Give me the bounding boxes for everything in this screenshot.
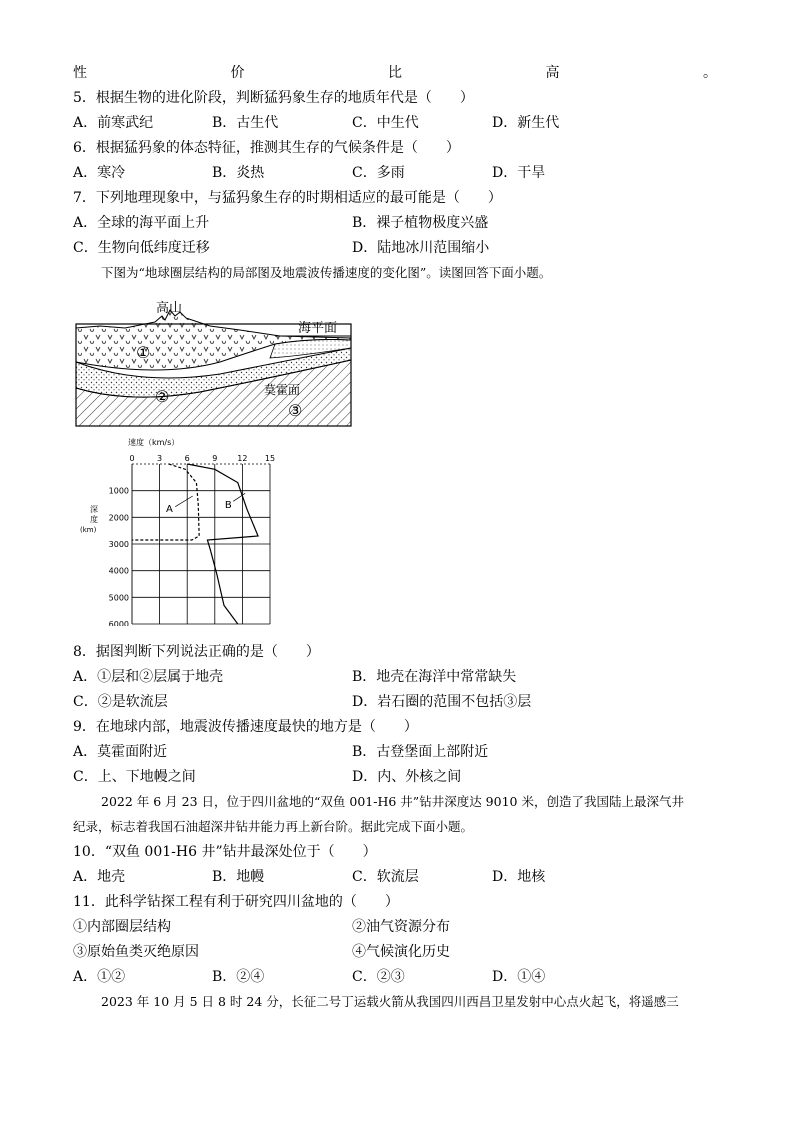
x-tick-label: 0	[129, 454, 135, 463]
sea-level-label: 海平面	[298, 321, 338, 336]
y-axis-label-3: (km)	[80, 526, 97, 534]
q9-option-d[interactable]: D．内、外核之间	[352, 769, 462, 785]
q10-option-c[interactable]: C．软流层	[352, 869, 419, 885]
q5-option-c[interactable]: C．中生代	[352, 115, 419, 131]
q6-option-a[interactable]: A．寒冷	[73, 165, 126, 181]
q11-option-d[interactable]: D．①④	[492, 969, 546, 985]
x-tick-label: 9	[212, 454, 218, 463]
q9-option-a[interactable]: A．莫霍面附近	[73, 744, 168, 760]
intro-next-question: 2023 年 10 月 5 日 8 时 24 分，长征二号丁运载火箭从我国四川西昌卫星发射中心点火起飞，将遥感三	[101, 994, 679, 1009]
earth-layer-diagram	[70, 296, 360, 430]
q7-option-c[interactable]: C．生物向低纬度迁移	[73, 240, 210, 256]
y-axis-label-2: 度	[90, 515, 98, 524]
q10-option-d[interactable]: D．地核	[492, 869, 546, 885]
q10-option-b[interactable]: B．地幔	[212, 869, 265, 885]
q8-stem: 8．据图判断下列说法正确的是（ ）	[73, 644, 320, 660]
q8-option-d[interactable]: D．岩石圈的范围不包括③层	[352, 694, 532, 710]
q11-stem: 11．此科学钻探工程有利于研究四川盆地的（ ）	[73, 894, 399, 910]
q5-option-d[interactable]: D．新生代	[492, 115, 560, 131]
q5-option-a[interactable]: A．前寒武纪	[73, 115, 154, 131]
series-b-label: B	[224, 500, 232, 511]
q11-item-4: ④气候演化历史	[352, 944, 450, 960]
series-a-label: A	[166, 504, 173, 515]
q11-item-3: ③原始鱼类灭绝原因	[73, 944, 199, 960]
q6-stem: 6．根据猛犸象的体态特征，推测其生存的气候条件是（ ）	[73, 140, 460, 156]
q5-option-b[interactable]: B．古生代	[212, 115, 279, 131]
q8-option-c[interactable]: C．②是软流层	[73, 694, 168, 710]
series-a-line	[132, 464, 199, 540]
y-tick-label: 3000	[108, 540, 129, 549]
continued-sentence	[73, 64, 717, 82]
intro-q8-q9: 下图为“地球圈层结构的局部图及地震波传播速度的变化图”。读图回答下面小题。	[101, 265, 552, 280]
q6-option-d[interactable]: D．干旱	[492, 165, 546, 181]
layer-1-label: ①	[136, 343, 151, 362]
x-tick-label: 12	[237, 454, 248, 463]
q6-option-c[interactable]: C．多雨	[352, 165, 405, 181]
q10-option-a[interactable]: A．地壳	[73, 869, 126, 885]
word: 。	[703, 65, 717, 81]
word: 高	[545, 65, 560, 81]
q9-option-b[interactable]: B．古登堡面上部附近	[352, 744, 489, 760]
q8-option-a[interactable]: A．①层和②层属于地壳	[73, 669, 224, 685]
moho-label: 莫霍面	[264, 383, 301, 397]
layer-2-label: ②	[155, 387, 170, 406]
y-axis-label-1: 深	[90, 505, 98, 514]
y-tick-label: 2000	[108, 513, 129, 523]
x-tick-label: 15	[264, 454, 276, 463]
q9-stem: 9．在地球内部，地震波传播速度最快的地方是（ ）	[73, 719, 418, 735]
q8-option-b[interactable]: B．地壳在海洋中常常缺失	[352, 669, 517, 685]
q10-stem: 10．“双鱼 001-H6 井”钻井最深处位于（ ）	[73, 844, 377, 860]
q6-option-b[interactable]: B．炎热	[212, 165, 265, 181]
word: 比	[388, 65, 402, 81]
q11-option-b[interactable]: B．②④	[212, 969, 265, 985]
q11-option-c[interactable]: C．②③	[352, 969, 405, 985]
q7-option-a[interactable]: A．全球的海平面上升	[73, 215, 210, 231]
intro-q10-q11-line1: 2022 年 6 月 23 日，位于四川盆地的“双鱼 001-H6 井”钻井深度达 9010 米，创造了我国陆上最深气井	[101, 794, 684, 809]
q11-option-a[interactable]: A．①②	[73, 969, 126, 985]
x-tick-label: 6	[184, 454, 190, 463]
y-tick-label: 1000	[108, 486, 129, 496]
x-tick-label: 3	[157, 454, 163, 463]
y-tick-label: 6000	[108, 620, 129, 626]
q9-option-c[interactable]: C．上、下地幔之间	[73, 769, 196, 785]
mountain-label: 高山	[156, 301, 183, 316]
y-tick-label: 5000	[108, 593, 129, 603]
word: 性	[73, 65, 87, 81]
q11-item-1: ①内部圈层结构	[73, 919, 171, 935]
seismic-velocity-chart	[76, 436, 286, 626]
q5-stem: 5．根据生物的进化阶段，判断猛犸象生存的地质年代是（ ）	[73, 90, 474, 106]
q11-item-2: ②油气资源分布	[352, 919, 450, 935]
intro-q10-q11-line2: 纪录，标志着我国石油超深井钻井能力再上新台阶。据此完成下面小题。	[73, 819, 474, 834]
q7-option-d[interactable]: D．陆地冰川范围缩小	[352, 240, 490, 256]
series-a-leader	[175, 496, 192, 507]
x-axis-label: 速度（km/s）	[128, 438, 180, 447]
y-tick-label: 4000	[108, 566, 129, 576]
q7-stem: 7．下列地理现象中，与猛犸象生存的时期相适应的最可能是（ ）	[73, 190, 502, 206]
q7-option-b[interactable]: B．裸子植物极度兴盛	[352, 215, 489, 231]
layer-3-label: ③	[288, 401, 303, 420]
word: 价	[230, 65, 245, 81]
